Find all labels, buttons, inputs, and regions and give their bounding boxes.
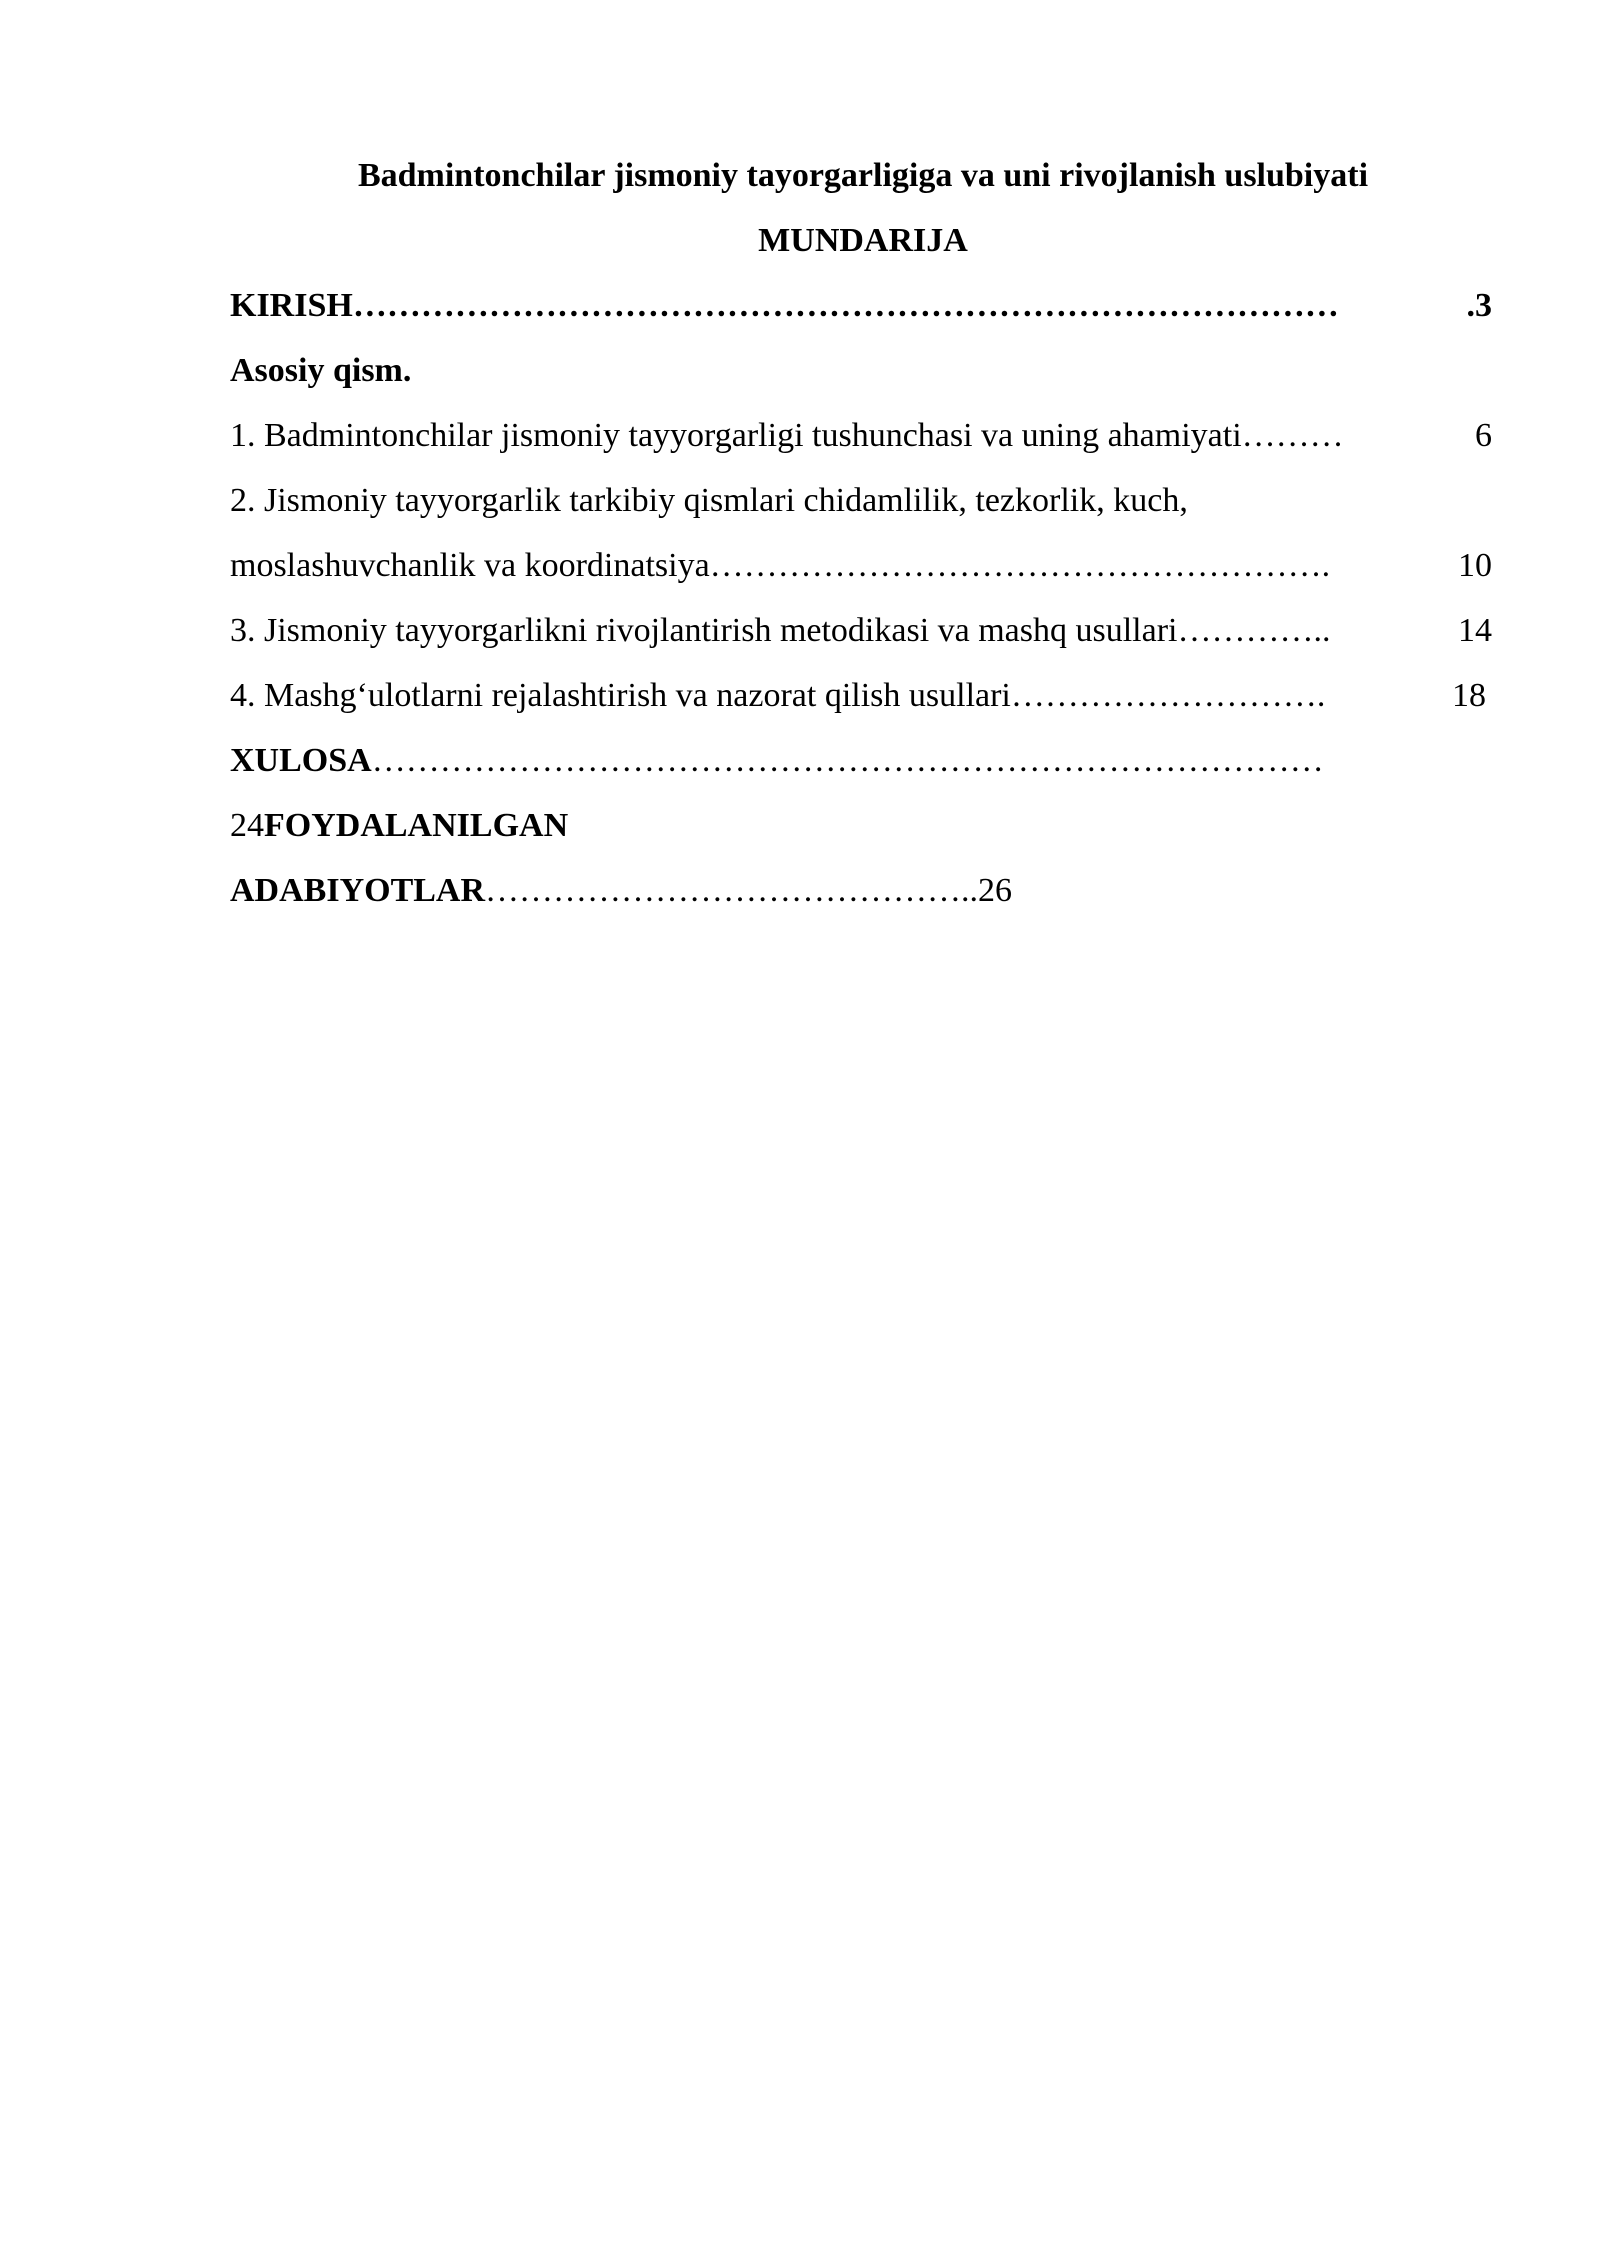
toc-entry-1 xyxy=(230,416,1492,456)
toc-entry-2-line1 xyxy=(230,481,1492,521)
toc-entry-2-text-line1: 2. Jismoniy tayyorgarlik tarkibiy qismlari chidamlilik, tezkorlik, kuch, xyxy=(230,482,1188,519)
contents-heading: MUNDARIJA xyxy=(758,222,968,259)
toc-entry-xulosa-dots: ………………………………………………………………………… xyxy=(371,742,1324,779)
toc-entry-2-text-line2: moslashuvchanlik va koordinatsiya………………………………………………. xyxy=(230,547,1331,584)
toc-entry-references-line1 xyxy=(230,806,568,846)
toc-entry-3 xyxy=(230,611,1492,651)
toc-entry-3-page: 14 xyxy=(1458,612,1492,649)
toc-entry-4-page: 18 xyxy=(1452,677,1486,714)
toc-entry-1-page: 6 xyxy=(1475,417,1492,454)
toc-entry-kirish xyxy=(230,286,1492,326)
toc-entry-references-dots: …………………………………….. xyxy=(485,872,979,909)
toc-entry-kirish-page: .3 xyxy=(1466,287,1492,324)
main-part-label: Asosiy qism. xyxy=(230,352,412,389)
toc-entry-references-line2 xyxy=(230,871,1012,911)
toc-entry-2-page: 10 xyxy=(1458,547,1492,584)
toc-entry-3-text: 3. Jismoniy tayyorgarlikni rivojlantirish metodikasi va mashq usullari………….. xyxy=(230,612,1331,649)
toc-entry-4-text: 4. Mashg‘ulotlarni rejalashtirish va nazorat qilish usullari………………………. xyxy=(230,677,1326,714)
toc-entry-kirish-label: KIRISH…………………………………………………………………………… xyxy=(230,287,1339,324)
toc-entry-2-line2 xyxy=(230,546,1492,586)
toc-entry-xulosa-label: XULOSA xyxy=(230,742,372,779)
toc-entry-1-text: 1. Badmintonchilar jismoniy tayyorgarligi tushunchasi va uning ahamiyati……… xyxy=(230,417,1344,454)
toc-entry-4 xyxy=(230,676,1486,716)
document-title: Badmintonchilar jismoniy tayorgarligiga va uni rivojlanish uslubiyati xyxy=(357,157,1369,194)
toc-entry-references-label-part1: FOYDALANILGAN xyxy=(264,807,569,844)
toc-entry-references-label-part2: ADABIYOTLAR xyxy=(230,872,486,909)
toc-entry-references-page: 26 xyxy=(978,872,1013,909)
toc-entry-xulosa xyxy=(230,741,1324,781)
toc-entry-xulosa-page: 24 xyxy=(230,807,264,844)
